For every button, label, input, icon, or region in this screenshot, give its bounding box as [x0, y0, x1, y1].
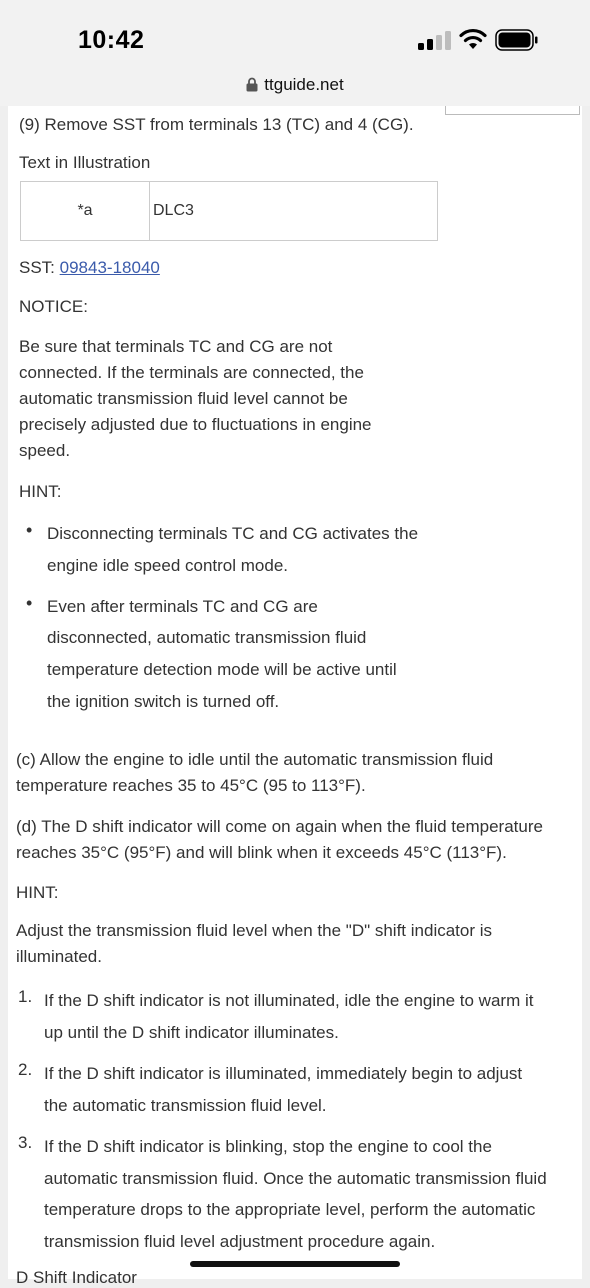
status-bar — [0, 0, 590, 70]
home-indicator[interactable] — [190, 1261, 400, 1267]
url-display[interactable] — [0, 75, 590, 95]
battery-icon — [495, 29, 539, 51]
numbered-item-line: automatic transmission fluid. Once the automatic transmission fluid — [44, 1169, 547, 1188]
adjust-line: Adjust the transmission fluid level when the "D" shift indicator is — [16, 921, 493, 940]
list-number: 1. — [18, 987, 33, 1006]
hint-bullet-line: engine idle speed control mode. — [47, 556, 288, 575]
wifi-icon — [458, 27, 488, 51]
browser-url-bar[interactable] — [0, 70, 590, 106]
status-time: 10:42 — [78, 26, 145, 54]
lock-icon — [246, 77, 258, 92]
bullet-marker: • — [26, 593, 33, 613]
list-number: 3. — [18, 1133, 33, 1152]
hint-bullet-line: Disconnecting terminals TC and CG activates the — [47, 524, 419, 543]
notice-line: connected. If the terminals are connected, the — [19, 363, 364, 382]
numbered-item-line: up until the D shift indicator illuminates. — [44, 1023, 339, 1042]
illustration-table — [20, 181, 438, 241]
notice-line: automatic transmission fluid level cannot be — [19, 389, 348, 408]
list-number: 2. — [18, 1060, 33, 1079]
numbered-item-line: transmission fluid level adjustment procedure again. — [44, 1232, 436, 1251]
sst-line — [19, 255, 160, 281]
numbered-item-line: If the D shift indicator is blinking, stop the engine to cool the — [44, 1137, 492, 1156]
sst-link[interactable]: 09843-18040 — [59, 258, 160, 277]
numbered-item-line: the automatic transmission fluid level. — [44, 1096, 327, 1115]
numbered-item-line: If the D shift indicator is illuminated, immediately begin to adjust — [44, 1064, 523, 1083]
url-text: ttguide.net — [264, 75, 344, 94]
hint-bullet-line: disconnected, automatic transmission fluid — [47, 628, 367, 647]
illustration-fragment — [445, 106, 580, 115]
illustration-value-cell: DLC3 — [153, 202, 194, 219]
notice-line: Be sure that terminals TC and CG are not — [19, 337, 333, 356]
notice-line: precisely adjusted due to fluctuations in engine — [19, 415, 372, 434]
hint-label: HINT: — [16, 883, 59, 902]
page-content — [8, 106, 582, 1279]
step-d-line: reaches 35°C (95°F) and will blink when it exceeds 45°C (113°F). — [16, 843, 507, 862]
illustration-key-cell: *a — [21, 182, 150, 240]
cellular-signal-icon — [418, 30, 452, 50]
step-9-text: (9) Remove SST from terminals 13 (TC) and 4 (CG). — [19, 115, 414, 134]
illustration-label: Text in Illustration — [19, 153, 151, 172]
numbered-item-line: temperature drops to the appropriate level, perform the automatic — [44, 1200, 536, 1219]
cut-off-heading: D Shift Indicator — [16, 1268, 137, 1287]
step-c-line: temperature reaches 35 to 45°C (95 to 113°F). — [16, 776, 366, 795]
hint-bullet-line: Even after terminals TC and CG are — [47, 597, 318, 616]
bullet-marker: • — [26, 520, 33, 540]
adjust-line: illuminated. — [16, 947, 102, 966]
hint-bullet-line: the ignition switch is turned off. — [47, 692, 280, 711]
sst-label: SST: — [19, 258, 55, 277]
notice-line: speed. — [19, 441, 71, 460]
step-c-line: (c) Allow the engine to idle until the automatic transmission fluid — [16, 750, 494, 769]
hint-label: HINT: — [19, 482, 62, 501]
step-d-line: (d) The D shift indicator will come on again when the fluid temperature — [16, 817, 543, 836]
hint-bullet-line: temperature detection mode will be active until — [47, 660, 397, 679]
notice-label: NOTICE: — [19, 297, 88, 316]
numbered-item-line: If the D shift indicator is not illuminated, idle the engine to warm it — [44, 991, 534, 1010]
